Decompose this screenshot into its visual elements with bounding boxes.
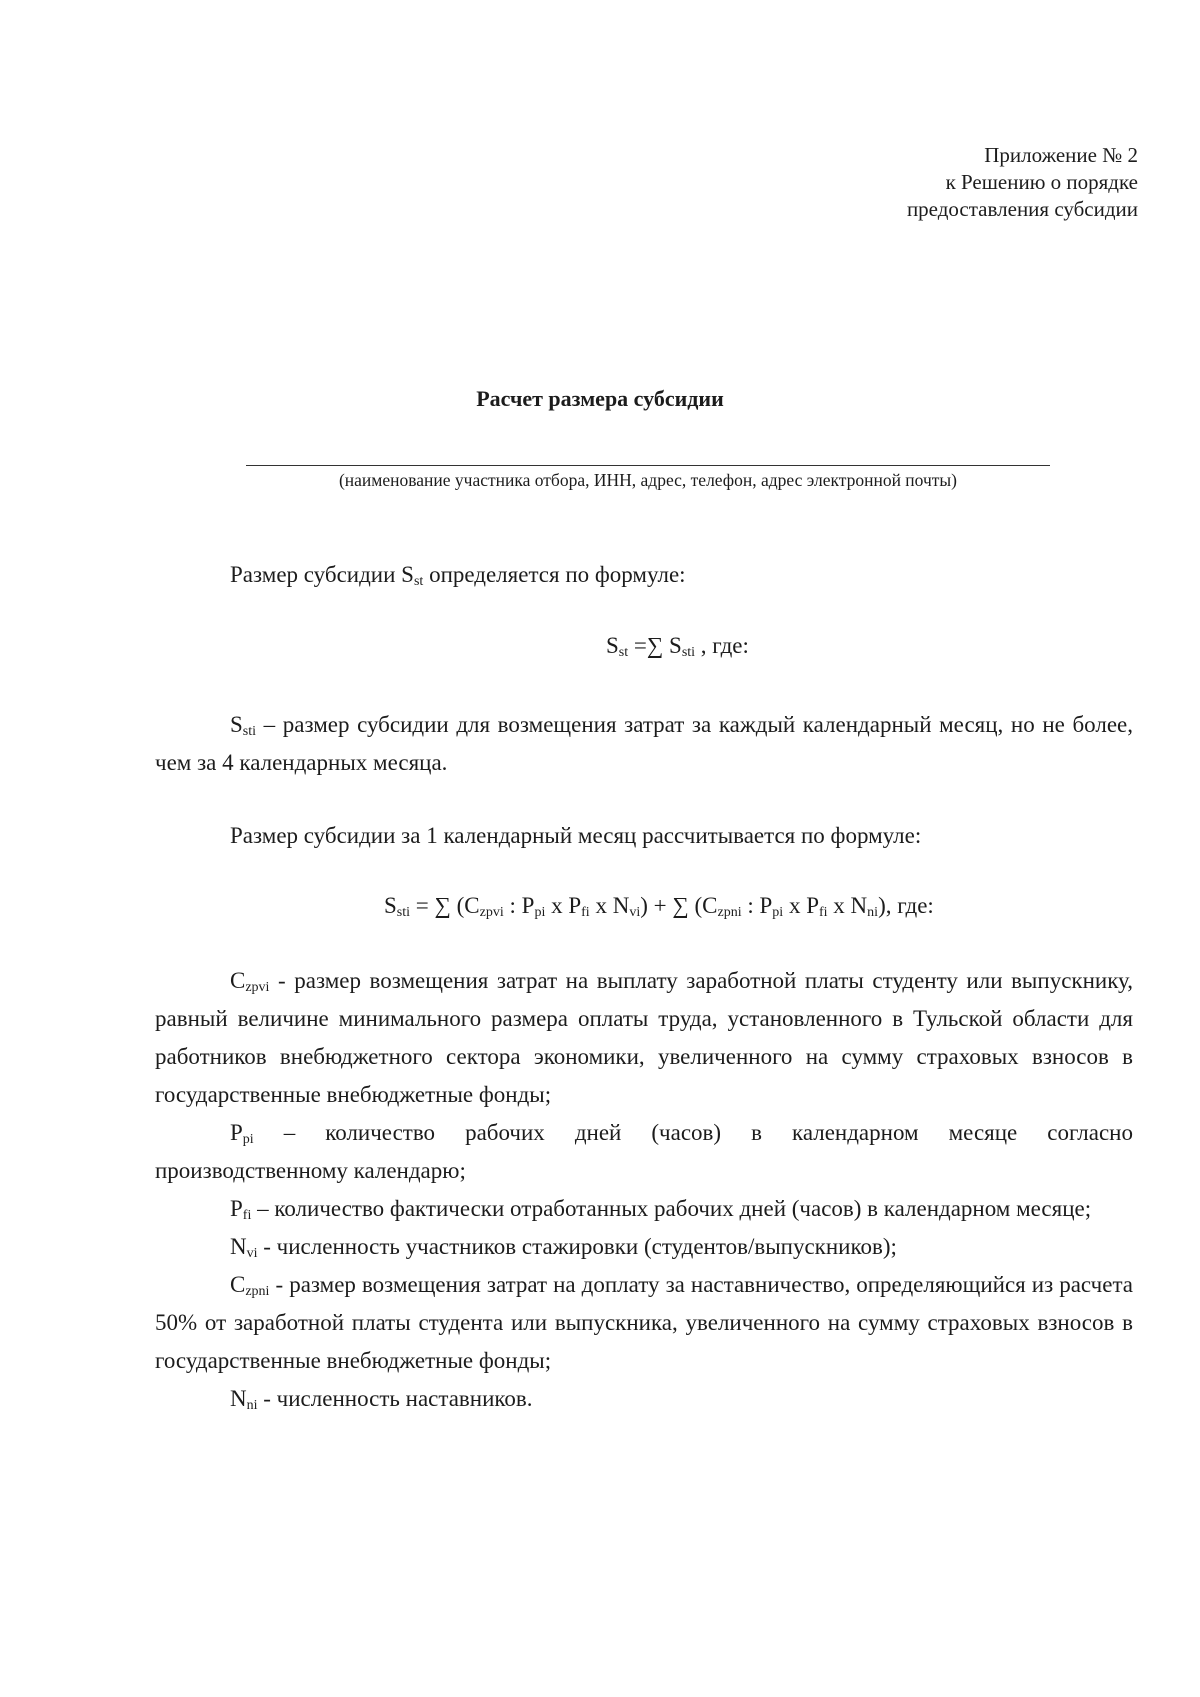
ppi-w1: – (283, 1120, 296, 1145)
participant-name-line (246, 465, 1050, 466)
intro-text-before: Размер субсидии S (230, 562, 414, 587)
ppi-w6: в (751, 1120, 762, 1145)
ssti-text: – размер субсидии для возмещения затрат за каждый календарный месяц, но не более, чем за 4 календарных месяца. (155, 712, 1133, 775)
ssti-sym: S (230, 712, 243, 737)
ppi-w9: согласно (1047, 1120, 1133, 1145)
def-nni (155, 1380, 1133, 1418)
monthly-intro: Размер субсидии за 1 календарный месяц рассчитывается по формуле: (230, 823, 922, 848)
intro-sub: st (413, 574, 424, 589)
nvi-sym: N (230, 1234, 247, 1259)
appendix-line-2: к Решению о порядке (945, 170, 1138, 194)
formula-monthly (384, 893, 934, 919)
ppi-w5: (часов) (651, 1120, 722, 1145)
f2-s1: sti (396, 905, 411, 920)
nni-sub: ni (246, 1398, 258, 1413)
document-title: Расчет размера субсидии (476, 386, 724, 411)
appendix-line-3: предоставления субсидии (906, 197, 1138, 221)
f2-p4: x P (545, 893, 582, 918)
formula-total (606, 633, 749, 659)
f2-s5: vi (629, 905, 641, 920)
f2-s7: pi (772, 905, 784, 920)
ppi-symbol (230, 1114, 254, 1152)
ppi-sub: pi (242, 1132, 254, 1147)
pfi-sym: P (230, 1196, 243, 1221)
ssti-definition (155, 706, 1133, 782)
def-pfi (155, 1190, 1133, 1228)
ppi-w2: количество (325, 1120, 436, 1145)
appendix-line-1: Приложение № 2 (984, 143, 1138, 167)
f1-s: S (606, 633, 619, 658)
f2-p8: x P (783, 893, 819, 918)
f1-s-sub: st (618, 645, 629, 660)
def-ppi-line1 (155, 1114, 1133, 1152)
f2-p9: x N (827, 893, 868, 918)
nvi-sub: vi (246, 1246, 258, 1261)
f1-eq: =∑ S (628, 633, 682, 658)
czpni-text: - размер возмещения затрат на доплату за наставничество, определяющийся из расчета 50% от заработной платы студента или выпускника, увеличенного на сумму страховых взносов в государственные внебюджетные фонды; (155, 1272, 1133, 1373)
ppi-w8: месяце (948, 1120, 1018, 1145)
f2-s4: fi (581, 905, 590, 920)
def-czpvi (155, 962, 1133, 1114)
f2-s2: zpvi (479, 905, 504, 920)
nni-sym: N (230, 1386, 247, 1411)
f2-p3: : P (503, 893, 535, 918)
f2-p6: ) + ∑ (C (640, 893, 718, 918)
czpni-sym: C (230, 1272, 246, 1297)
f1-tail: , где: (695, 633, 749, 658)
czpvi-text: - размер возмещения затрат на выплату заработной платы студенту или выпускнику, равный величине минимального размера оплаты труда, установленного в Тульской области для работников внебюджетного сектора экономики, увеличенного на сумму страховых взносов в государственные внебюджетные фонды; (155, 968, 1133, 1107)
f2-p2: = ∑ (C (410, 893, 480, 918)
f2-s8: fi (818, 905, 828, 920)
f2-s3: pi (534, 905, 546, 920)
f2-s6: zpni (717, 905, 742, 920)
czpvi-sym: C (230, 968, 246, 993)
pfi-sub: fi (242, 1208, 252, 1223)
def-czpni (155, 1266, 1133, 1380)
intro-text-after: определяется по формуле: (423, 562, 686, 587)
czpvi-sub: zpvi (245, 980, 270, 995)
ppi-w4: дней (574, 1120, 622, 1145)
f2-p1: S (384, 893, 397, 918)
intro-paragraph (155, 556, 1133, 594)
participant-caption: (наименование участника отбора, ИНН, адрес, телефон, адрес электронной почты) (338, 470, 958, 490)
ppi-sym: P (230, 1120, 243, 1145)
ssti-sub: sti (242, 724, 257, 739)
f2-p5: x N (589, 893, 630, 918)
appendix-header (907, 142, 1138, 223)
f2-p7: : P (741, 893, 773, 918)
ppi-w7: календарном (792, 1120, 919, 1145)
nvi-text: - численность участников стажировки (студентов/выпускников); (257, 1234, 897, 1259)
f1-sti-sub: sti (681, 645, 696, 660)
ppi-w3: рабочих (465, 1120, 545, 1145)
def-ppi-line2: производственному календарю; (155, 1158, 466, 1183)
def-nvi (155, 1228, 1133, 1266)
definitions-block (155, 962, 1133, 1418)
czpni-sub: zpni (245, 1284, 270, 1299)
f2-s9: ni (867, 905, 879, 920)
nni-text: - численность наставников. (257, 1386, 533, 1411)
f2-p10: ), где: (878, 893, 934, 918)
pfi-text: – количество фактически отработанных рабочих дней (часов) в календарном месяце; (251, 1196, 1092, 1221)
